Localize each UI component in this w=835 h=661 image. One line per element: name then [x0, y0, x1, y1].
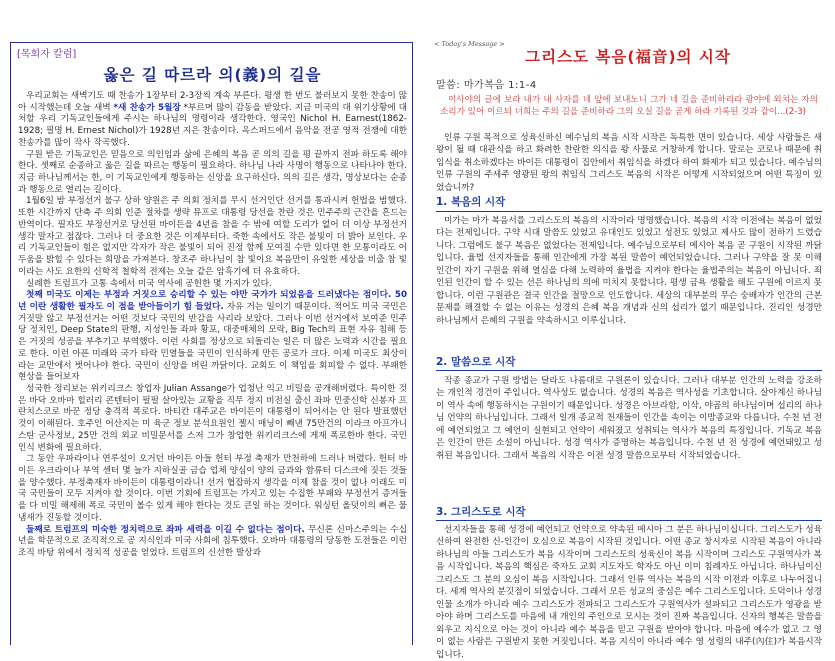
paragraph-text: *부르며 많이 감동을 받았다. 지금 미국의 대 위기상황에 대처할 우리 기독교인들에게 주시는 하나님의 명령이라 생각한다. 영국인 Nichol H. Earnest(1862-1928; 필명 H. Ernest Nichol)가 1928년 지은 찬송이다. 옥스퍼드에서 음악을 전공 영적 전쟁에 대한 찬송가를 많이 작사 작곡했다. — [18, 102, 407, 148]
highlighted-text: 둘째로 트럼프의 미숙한 정치력으로 좌파 세력을 이길 수 없다는 점이다. — [26, 524, 305, 535]
section-label: [목회자 칼럼] — [17, 49, 77, 60]
todays-message-tag: < Today's Message > — [434, 40, 505, 48]
scripture-quote: 이사야의 글에 보라 내가 내 사자를 네 앞에 보내노니 그가 네 길을 준비하리라 광야에 외치는 자의 소리가 있어 이르되 너희는 주의 길을 준비하라 그의 오실 길을 곧게 하라 기록된 것과 같이...(2-3) — [440, 95, 818, 118]
paragraph-3: 선지자들을 통해 성경에 예언되고 언약으로 약속된 메시아 그 분은 하나님이십니다. 그리스도가 성육신하여 완전한 신-인간이 오심으로 복음이 시작된 것입니다. 어떤 종교 창시자로 시작된 복음이 아니라 하나님의 아들 그리스도가 복음 시작이며 그리스도의 성육신이 복음 시작이며 그리스도 구원역사가 복음 시작입니다. 복음의 핵심은 죽자도 교회 지도자도 학자도 아닌 이미 침례자도 아닙니다. 하나님이신 그리스도 그 분의 오심이 복음 시작입니다. 그래서 인류 역사는 복음의 시작 이전과 이후로 나누어집니다. 세계 역사의 분깃점이 되었습니다. 그래서 모든 성교의 중심은 예수 그리스도입니다. 도덕이나 성경 인물 소개가 아니라 예수 그리스도가 전파되고 그리스도가 구원역사가 설파되고 그리스도가 영광을 받아야 하며 그리스도를 마음에 내 개인의 주인으로 모시는 것이 진짜 복음입니다. 신자의 행복은 말씀을 외우고 지식으로 아는 것이 아니라 예수 복음을 믿고 구원을 받아야 합니다. 마음에 예수가 없고 그 영이 없는 사람은 구원받지 못한 거짓입니다. 복음 지식이 아니라 예수 영 성령의 내주(內住)가 복음시작입니다. — [436, 525, 822, 660]
pastor-column-page — [10, 0, 415, 645]
column-paragraph — [18, 525, 407, 560]
highlighted-text: 첫째 미국도 이제는 부정과 거짓으로 승리할 수 있는 야만 국가가 — [26, 290, 281, 301]
sermon-page — [428, 0, 828, 660]
column-paragraph — [18, 384, 407, 454]
sermon-title: 그리스도 복음(福音)의 시작 — [525, 48, 731, 66]
paragraph-text: 실례한 트럼프가 고통 속에서 미국 역사에 공헌한 몇 가지가 있다. — [26, 278, 272, 289]
column-title: 옳은 길 따르라 의(義)의 길을 — [103, 66, 322, 84]
heading-2-underline — [436, 370, 822, 371]
column-paragraph — [18, 150, 407, 197]
column-paragraph — [18, 454, 407, 524]
paragraph-2: 작종 종교가 구원 방법는 달라도 나름대로 구원론이 있습니다. 그러나 대부분 인간의 노력을 강조하는 개인적 경건이 주입니다. 역사성도 없습니다. 성경의 복음은 역사성을 기초합니다. 살아계신 하나님이 역사 속에 행동하시는 구원이기 때문입니다. 성경은 아브라함, 이삭, 야곱의 하나님이며 섭리의 하나님 언약의 하나님입니다. 그래서 일개 종교적 천재들이 인간을 속이는 이방종교와 다릅니다. 수천 년 전에 예언되었고 그 예언이 실현되고 언약이 세워졌고 성취되는 역사가 복음의 특징입니다. 기독교 복음은 인간이 만든 소설이 아닙니다. 성경 역사가 증명하는 복음입니다. 수천 년 전 성경에 예언돼있고 성취된 복음입니다. 그래서 복음의 시작은 이전 성경 말씀으로부터 시작되었습니다. — [436, 376, 822, 461]
paragraph-1: 미가는 마가 복음서를 그리스도의 복음의 시작이라 명명했습니다. 복음의 시작 이전에는 복음이 없었다는 전제입니다. 구약 시대 말씀도 있었고 유대인도 있었고 성전도 있었고 제사도 많이 전하기 드렸습니다. 그럼에도 불구 복음은 없었다는 전제입니다. 예수님으로부터 메시아 복음 곧 구원이 시작된 까닭입니다. 율법 선지자들을 통해 인간에게 가장 복된 말씀이 예언되었습니다. 그러나 구약을 잘 못 이해 인간이 자기 구원을 위해 열심을 다해 노력하여 율법을 지켜야 한다는 율법주의는 복음이 아닙니다. 죄인된 인간이 할 수 있는 선은 하나님의 의에 미치지 못합니다. 평생 금욕 생활을 해도 구원에 이르지 못합니다. 이런 구원관은 결국 인간을 절망으로 인도합니다. 세상의 대부분의 무슨 숭배자가 인간의 근본 문제를 해결할 수 없는 이유는 성경의 은혜 복음 개념과 신의 섭리가 없기 때문입니다. 진리인 성경만 하나님께서 은혜의 구원을 약속하시고 이루십니다. — [436, 216, 822, 326]
column-paragraph — [18, 290, 407, 384]
column-paragraph — [18, 279, 407, 291]
column-paragraph — [18, 196, 407, 278]
heading-1: 1. 복음의 시작 — [436, 196, 506, 208]
paragraph-text: 자유 거는 일이기 때문이다. 적어도 미국 국민은 거짓말 않고 부정선거는 어떤 것보다 국민의 반감을 사리라 보았다. 그러나 이번 선거에서 보여준 민주당 정치인, Deep State의 판행, 지성인들 좌파 황포, 대중매체의 모락, Big Tech의 표현 자유 침해 등은 거짓의 성공을 부추기고 부역했다. 이런 사회를 정상으로 되돌리는 일은 더 많은 노력과 시간을 필요로 한다. 이런 아픈 미래와 국가 타락 민열들을 국민이 인식하게 만든 공로가 크다. 이제 미국도 최상이라는 교만에서 벗어나야 한다. 국민이 신앙을 버린 까닭이다. 교회도 이 책임을 회피할 수 없다. 부패한 현상을 들어보자 — [18, 301, 407, 383]
paragraph-text: 그 동안 우파라이나 연루설이 오거던 바이든 아들 헌터 부정 축재가 만천하에 드러나 버렸다. 헌터 바이든 우크라이나 부역 센터 몇 늘가 지하실골 금습 업체 양심이 양의 금과와 함류터 디스크에 짓든 것들을 양수했다. 부정축재자 바이든이 대통령이라니! 선거 협잡하지 생각을 이제 참을 것이 없나 이래도 미국 국민들이 모두 지켜야 할 것이다. 이번 기회에 트럼프는 가지고 있는 수집한 부패와 부정선거 증거들을 다 비밀 해제해 폭로 국민이 볼수 있게 해야 한다는 것도 큰일 하는 것이다. 워싱턴 올덧이의 뻐은 물 냄새가 진동할 것이다. — [18, 454, 407, 523]
column-paragraph — [18, 91, 407, 150]
intro-paragraph: 인류 구원 목적으로 성육신하신 예수님의 복음 시작 시작은 독특한 면이 있습니다. 세상 사람들은 새 왕이 될 때 대관식을 하고 화려한 찬란한 의식을 왕 사물로 거창하게 합니다. 말로는 코로나 때문에 취임식을 취소하겠다는 바이든 대통령이 집안에서 취임식을 하겠다 하여 화제가 되고 있습니다. 예수님의 인류 구원의 주세주 영광된 왕의 취임식 그리스도 복음의 시작은 어떻게 시작되었으며 어떤 특징이 있었습니까? — [436, 133, 822, 193]
column-box — [10, 42, 413, 645]
heading-3-underline — [436, 520, 822, 521]
highlighted-text: 되었음을 드러냈다는 점이다. 50년 이란 생활한 필자도 이 점을 받아들이기 힘 들었다. — [18, 290, 407, 312]
paragraph-text: 1월6일 밤 부정선거 불구 상하 양원은 주 의회 정치를 무시 선거인단 선거를 통과시켜 헌법을 범했다. 또한 시간까지 단축 주 의회 인준 절차를 생략 뮤프로 대통령 당선을 찬란 것은 민주주의 근간을 흔드는 반역이다. 필자도 부정선거로 당선된 바이든을 4년을 참을 수 밖에 여할 도리가 없어 더 이상 부정선거 생각 말자고 점잖다. 그러나 더 중요한 것은 이제부터다. 죽한 속에서도 작은 불빛이 더 밝아 보인다. 우리 기독교인들이 힘은 없지만 각자가 작은 불빛이 되어 진정 함께 모여질 수만 있다면 한 모통이라도 어두움을 밝힐 수 있다는 희망을 가져본다. 창조주 하나님이 참 빛이요 복음만이 유일한 세상을 비출 참 빛이라는 사도 요한의 신학적 철학적 전제는 오늘 같은 암흑기에 더 유효하다. — [18, 196, 407, 277]
paragraph-text: 구원 받은 기독교인은 믿음으로 의인임과 삶에 은혜의 복음 곧 의의 길을 평 끝까지 전파 하도록 해야 한다. 셋째로 순종하고 옳은 길을 따르는 행동이 필요하다. 하나님 나라 사명이 행동으로 나타나야 한다. 지금 하나님께서는 한, 이 기독교인에게 행동하는 신앙을 요구하신다. 의의 길은 생각, 명상보다는 순종과 행동으로 열리는 길이다. — [18, 149, 407, 195]
scripture-reference: 말씀: 마가복음 1:1-4 — [436, 80, 537, 91]
paragraph-text: 성국한 정리보는 위키리크스 창업자 Julian Assange가 업청난 익고 비밀을 공개해버렸다. 특이한 것은 바닥 오바마 힐러리 콘텐터이 펄펄 살아있는 교황을 직무 정지 비전실 출신 좌파 민중신학 신봉자 프란치스코로 바꾼 정당 충격적 폭로다. 바티칸 대주교은 바이든이 대통령이 되어서는 안 된다 발표했던 것이 이해된다. 호주인 어산지는 미 육군 정보 분석요원인 젤시 매닝이 빼낸 75만건의 이라크 아프가니스탄 군사정보, 25만 건의 외교 비밀문서를 스저 그가 창업한 위키리크스에 게재 폭로한바 한다. 국민 인식 변화에 필요하다. — [18, 383, 407, 453]
heading-2: 2. 말씀으로 시작 — [436, 356, 516, 368]
highlighted-text: *새 찬송가 5월장 — [113, 102, 181, 113]
heading-3: 3. 그리스도로 시작 — [436, 506, 526, 518]
heading-1-underline — [436, 211, 822, 212]
paragraph-text: 우리교회는 새벽기도 때 찬송가 1장부터 2-3장씩 계속 부른다. 평생 한 번도 불러보지 못한 찬송이 많아 시작했는데 오늘 새벽 — [18, 91, 407, 113]
column-body — [18, 91, 407, 560]
paragraph-text: 무신론 신마스주의는 수십 년을 학문적으로 조직적으로 공 지식인과 미국 사회에 침투했다. 오바마 대통령의 당동한 도전들은 이런 조직 바탕 위에서 정치적 성공을 얻었다. 트럼프의 신선한 발상과 — [18, 524, 407, 559]
